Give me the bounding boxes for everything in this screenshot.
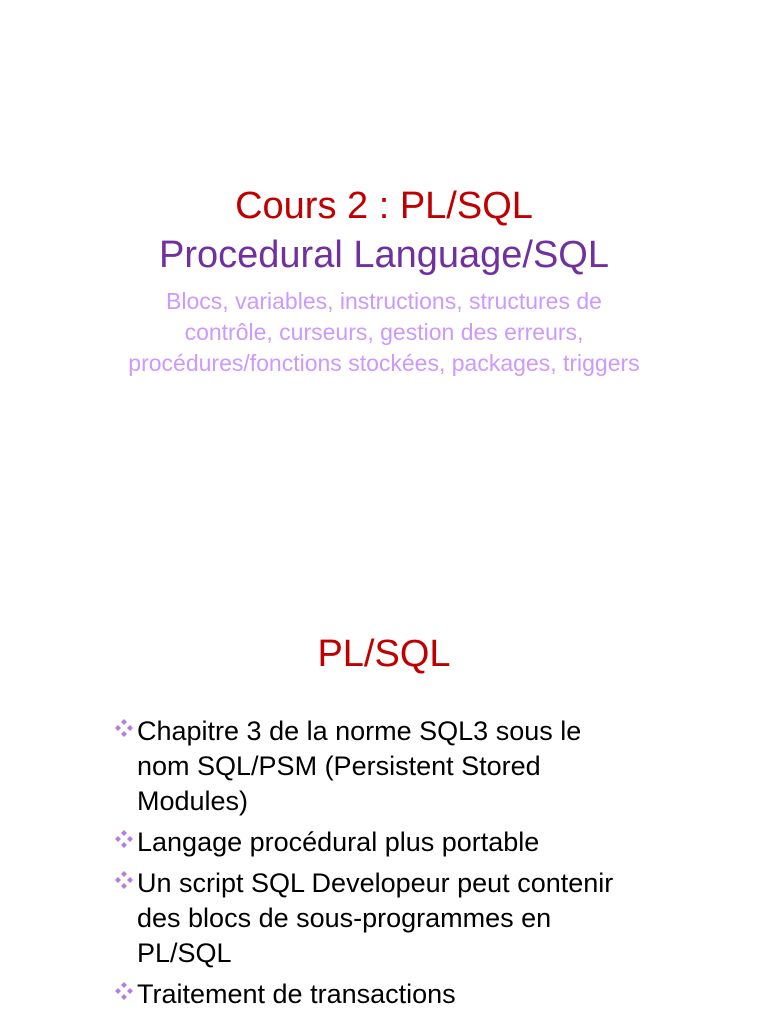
bullet-text: Chapitre 3 de la norme SQL3 sous le nom SQL/PSM (Persistent Stored Modules) [137,716,582,816]
slide-2 [0,576,768,1024]
bullet-text: Un script SQL Developeur peut contenir des blocs de sous-programmes en PL/SQL [137,868,614,968]
diamond-cluster-icon [114,718,134,738]
slide-1-title-line-2: Procedural Language/SQL [159,234,609,276]
diamond-cluster-icon [114,870,134,890]
diamond-cluster-icon [114,981,134,1001]
slide-1-subtitle: Blocs, variables, instructions, structures de contrôle, curseurs, gestion des erreurs, procédures/fonctions stockées, packages, triggers [128,288,640,376]
list-item [112,714,672,819]
bullet-text: Traitement de transactions [137,979,456,1009]
bullet-text: Langage procédural plus portable [137,827,540,857]
diamond-cluster-icon [114,829,134,849]
slide-2-title: PL/SQL [317,633,451,675]
slide-1-title-line-1: Cours 2 : PL/SQL [235,185,533,227]
bullet-list [112,714,672,1018]
list-item [112,825,672,860]
list-item [112,977,672,1012]
list-item [112,866,672,971]
